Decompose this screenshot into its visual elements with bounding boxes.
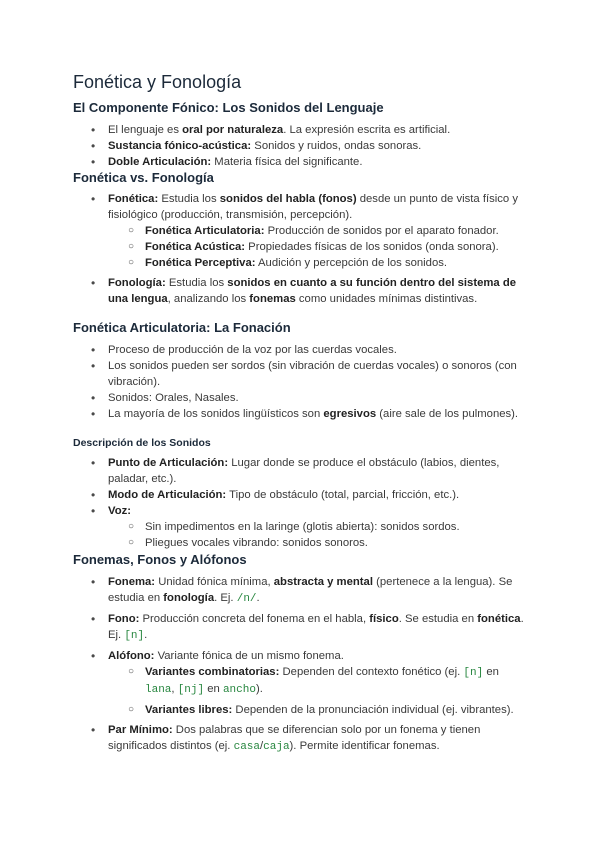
list-item: • Proceso de producción de la voz por las cuerdas vocales. — [0, 342, 528, 358]
list-item: • Punto de Articulación: Lugar donde se produce el obstáculo (labios, dientes, paladar, etc.). — [0, 455, 528, 487]
section-heading-fonacion: Fonética Articulatoria: La Fonación — [73, 320, 291, 335]
list-item: • Doble Articulación: Materia física del significante. — [0, 154, 528, 170]
list-fonetica-vs-fonologia — [0, 191, 530, 307]
list-fonacion — [0, 342, 528, 422]
list-subitem: ○ Variantes combinatorias: Dependen del contexto fonético (ej. [n] en lana, [nj] en ancho). — [0, 664, 530, 698]
section-heading-descripcion-sonidos: Descripción de los Sonidos — [73, 437, 211, 449]
list-item: • Alófono: Variante fónica de un mismo fonema. — [0, 648, 528, 664]
list-componente-fonico — [0, 122, 528, 170]
page-title: Fonética y Fonología — [73, 72, 242, 92]
list-item: • Fono: Producción concreta del fonema en el habla, físico. Se estudia en fonética. Ej. [n]. — [0, 611, 528, 644]
list-descripcion-sonidos — [0, 455, 530, 551]
list-item: • Los sonidos pueden ser sordos (sin vibración de cuerdas vocales) o sonoros (con vibración). — [0, 358, 528, 390]
list-item: • El lenguaje es oral por naturaleza. La expresión escrita es artificial. — [0, 122, 528, 138]
list-subitem: ○ Fonética Articulatoria: Producción de sonidos por el aparato fonador. — [0, 223, 530, 239]
list-item: • La mayoría de los sonidos lingüísticos son egresivos (aire sale de los pulmones). — [0, 406, 528, 422]
list-fonemas-fonos-alofonos — [0, 574, 530, 755]
list-subitem: ○ Fonética Acústica: Propiedades físicas de los sonidos (onda sonora). — [0, 239, 530, 255]
section-heading-fonetica-vs-fonologia: Fonética vs. Fonología — [73, 170, 214, 185]
list-item: • Fonética: Estudia los sonidos del habla (fonos) desde un punto de vista físico y fisiológico (producción, transmisión, percepción). — [0, 191, 528, 223]
list-subitem: ○ Fonética Perceptiva: Audición y percepción de los sonidos. — [0, 255, 530, 271]
list-item: • Sustancia fónico-acústica: Sonidos y ruidos, ondas sonoras. — [0, 138, 528, 154]
list-item: • Modo de Articulación: Tipo de obstáculo (total, parcial, fricción, etc.). — [0, 487, 528, 503]
section-heading-fonemas-fonos-alofonos: Fonemas, Fonos y Alófonos — [73, 552, 247, 567]
list-item: • Par Mínimo: Dos palabras que se diferencian solo por un fonema y tienen significados distintos (ej. casa/caja). Permite identificar fonemas. — [0, 722, 528, 755]
list-item: • Fonema: Unidad fónica mínima, abstracta y mental (pertenece a la lengua). Se estudia en fonología. Ej. /n/. — [0, 574, 528, 607]
section-heading-componente-fonico: El Componente Fónico: Los Sonidos del Lenguaje — [73, 100, 384, 115]
list-subitem: ○ Variantes libres: Dependen de la pronunciación individual (ej. vibrantes). — [0, 702, 530, 718]
list-item: • Fonología: Estudia los sonidos en cuanto a su función dentro del sistema de una lengua, analizando los fonemas como unidades mínimas distintivas. — [0, 275, 528, 307]
list-subitem: ○ Sin impedimentos en la laringe (glotis abierta): sonidos sordos. — [0, 519, 530, 535]
list-item: • Voz: — [0, 503, 528, 519]
list-subitem: ○ Pliegues vocales vibrando: sonidos sonoros. — [0, 535, 530, 551]
list-item: • Sonidos: Orales, Nasales. — [0, 390, 528, 406]
